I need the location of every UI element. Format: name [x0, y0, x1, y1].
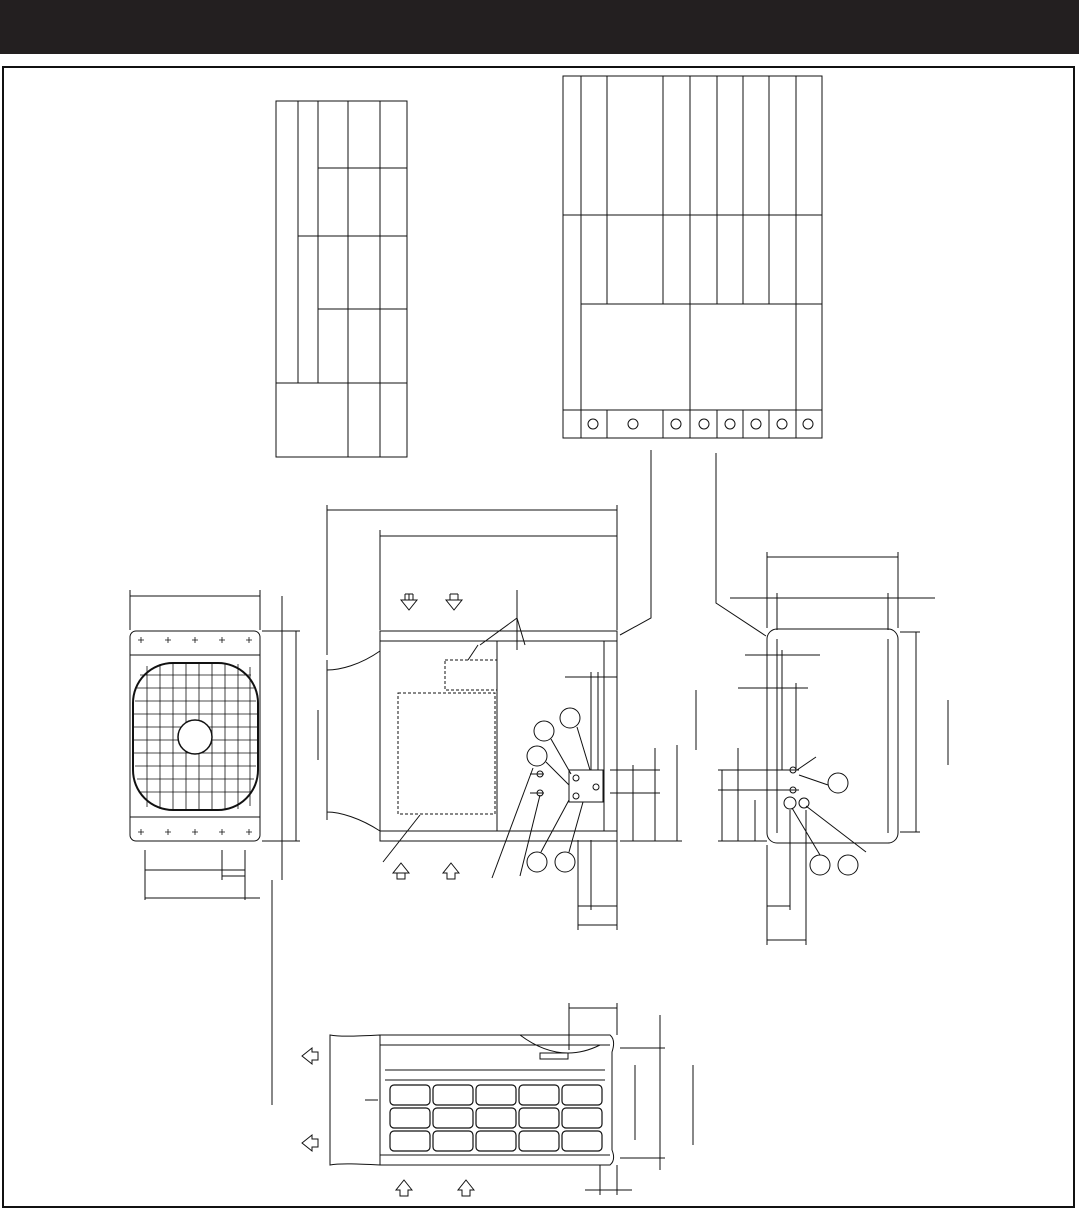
- table-callout-icon: [725, 419, 735, 429]
- top-view: [330, 1003, 693, 1195]
- table-callout-icon: [588, 419, 598, 429]
- hollow-arrow-icon: [302, 1048, 318, 1064]
- side-view: [327, 505, 696, 930]
- spec-table-right: [563, 76, 822, 438]
- table-callout-icon: [803, 419, 813, 429]
- callout-icon: [838, 855, 858, 875]
- callout-icon: [560, 708, 580, 728]
- front-view: [130, 590, 318, 1105]
- airflow-arrows: [302, 594, 474, 1196]
- table-callout-icon: [628, 419, 638, 429]
- leader-line: [620, 450, 651, 635]
- callout-icon: [527, 746, 547, 766]
- hollow-arrow-icon: [458, 1180, 474, 1196]
- hollow-arrow-icon: [446, 594, 462, 610]
- callout-icon: [534, 721, 554, 741]
- fan-hub: [178, 720, 212, 754]
- callout-icon: [555, 852, 575, 872]
- table-callout-icon: [751, 419, 761, 429]
- hollow-arrow-icon: [396, 1180, 412, 1196]
- hollow-arrow-icon: [401, 594, 417, 610]
- callout-icon: [810, 855, 830, 875]
- table-callout-icon: [777, 419, 787, 429]
- hollow-arrow-icon: [302, 1135, 318, 1151]
- hollow-arrow-icon: [393, 863, 409, 879]
- table-callout-icon: [671, 419, 681, 429]
- callout-icon: [828, 773, 848, 793]
- leader-line: [716, 453, 766, 636]
- end-view: [718, 552, 948, 945]
- spec-table-left: [276, 101, 407, 457]
- hollow-arrow-icon: [443, 863, 459, 879]
- table-callout-icon: [699, 419, 709, 429]
- callout-icon: [527, 852, 547, 872]
